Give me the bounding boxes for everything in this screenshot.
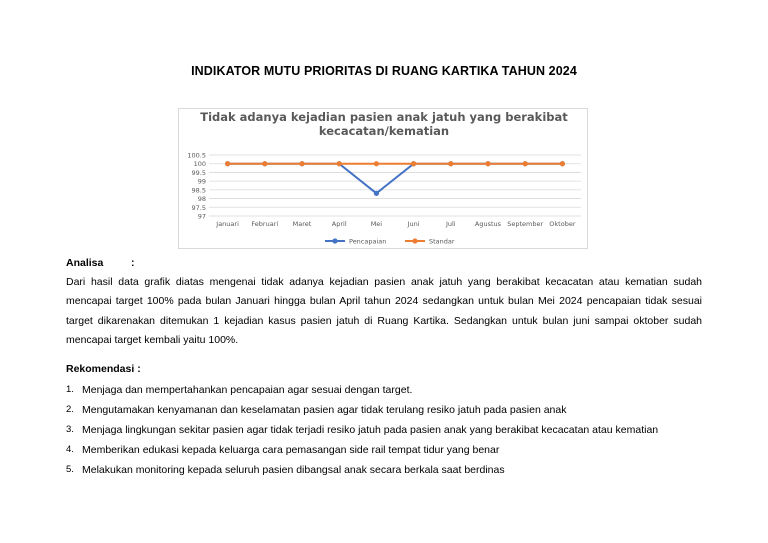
data-point-pencapaian	[374, 191, 379, 196]
list-item	[66, 420, 706, 440]
series-line-pencapaian	[228, 164, 563, 194]
y-tick-label: 97.5	[191, 203, 206, 212]
y-tick-label: 98.5	[191, 186, 206, 195]
list-text: Mengutamakan kenyamanan dan keselamatan pasien agar tidak terulang resiko jatuh pada pasien anak	[82, 404, 567, 416]
analysis-label: Analisa	[66, 257, 104, 269]
legend-swatch-marker	[332, 238, 337, 243]
recommendation-list	[66, 380, 706, 480]
list-number: 4.	[66, 444, 74, 455]
x-tick-label: Agustus	[474, 220, 502, 228]
x-tick-label: Juni	[407, 220, 420, 228]
x-tick-label: Maret	[292, 220, 312, 228]
x-tick-label: Juli	[445, 220, 456, 228]
list-number: 5.	[66, 464, 74, 475]
line-chart	[178, 108, 588, 249]
list-item	[66, 440, 706, 460]
legend-label: Standar	[429, 237, 455, 246]
data-point-standar	[262, 161, 267, 166]
chart-title-line-2: kecacatan/kematian	[318, 124, 450, 138]
analysis-paragraph: Dari hasil data grafik diatas mengenai tidak adanya kejadian pasien anak jatuh yang berakibat kecacatan atau kematian sudah mencapai target 100% pada bulan Januari hingga bulan April tahun 2024 sedangkan untuk bulan Mei 2024 pencapaian tidak sesuai target dikarenakan ditemukan 1 kejadian kasus pasien jatuh di Ruang Kartika. Sedangkan untuk bulan juni sampai oktober sudah mencapai target kembali yaitu 100%.	[66, 276, 702, 346]
list-text: Menjaga dan mempertahankan pencapaian agar sesuai dengan target.	[82, 384, 413, 396]
x-tick-label: April	[331, 220, 347, 228]
y-tick-label: 100.5	[187, 151, 206, 160]
y-tick-label: 99.5	[191, 168, 206, 177]
y-tick-label: 97	[197, 212, 206, 221]
y-tick-label: 100	[193, 160, 206, 169]
x-tick-label: September	[507, 220, 544, 228]
list-text: Memberikan edukasi kepada keluarga cara pemasangan side rail tempat tidur yang benar	[82, 444, 500, 456]
legend-label: Pencapaian	[349, 237, 387, 246]
list-number: 1.	[66, 384, 74, 395]
analysis-colon: :	[131, 257, 135, 269]
recommendations-label: Rekomendasi :	[66, 363, 141, 375]
y-tick-label: 98	[197, 195, 206, 204]
data-point-standar	[448, 161, 453, 166]
chart-canvas	[179, 109, 589, 250]
data-point-standar	[523, 161, 528, 166]
data-point-standar	[225, 161, 230, 166]
list-number: 3.	[66, 424, 74, 435]
page-title: INDIKATOR MUTU PRIORITAS DI RUANG KARTIKA TAHUN 2024	[191, 64, 577, 78]
list-text: Menjaga lingkungan sekitar pasien agar tidak terjadi resiko jatuh pada pasien anak yang berakibat kecacatan atau kematian	[82, 424, 659, 436]
data-point-standar	[374, 161, 379, 166]
x-tick-label: Oktober	[549, 220, 576, 228]
x-tick-label: Mei	[370, 220, 383, 228]
legend-swatch-marker	[412, 238, 417, 243]
list-item	[66, 400, 706, 420]
data-point-standar	[299, 161, 304, 166]
y-tick-label: 99	[197, 177, 206, 186]
x-tick-label: Februari	[251, 220, 279, 228]
data-point-standar	[485, 161, 490, 166]
chart-title-line-1: Tidak adanya kejadian pasien anak jatuh yang berakibat	[200, 110, 568, 124]
x-tick-label: Januari	[216, 220, 239, 228]
data-point-standar	[560, 161, 565, 166]
list-item	[66, 460, 706, 480]
list-item	[66, 380, 706, 400]
list-number: 2.	[66, 404, 74, 415]
list-text: Melakukan monitoring kepada seluruh pasien dibangsal anak secara berkala saat berdinas	[82, 464, 505, 476]
data-point-standar	[411, 161, 416, 166]
data-point-standar	[337, 161, 342, 166]
